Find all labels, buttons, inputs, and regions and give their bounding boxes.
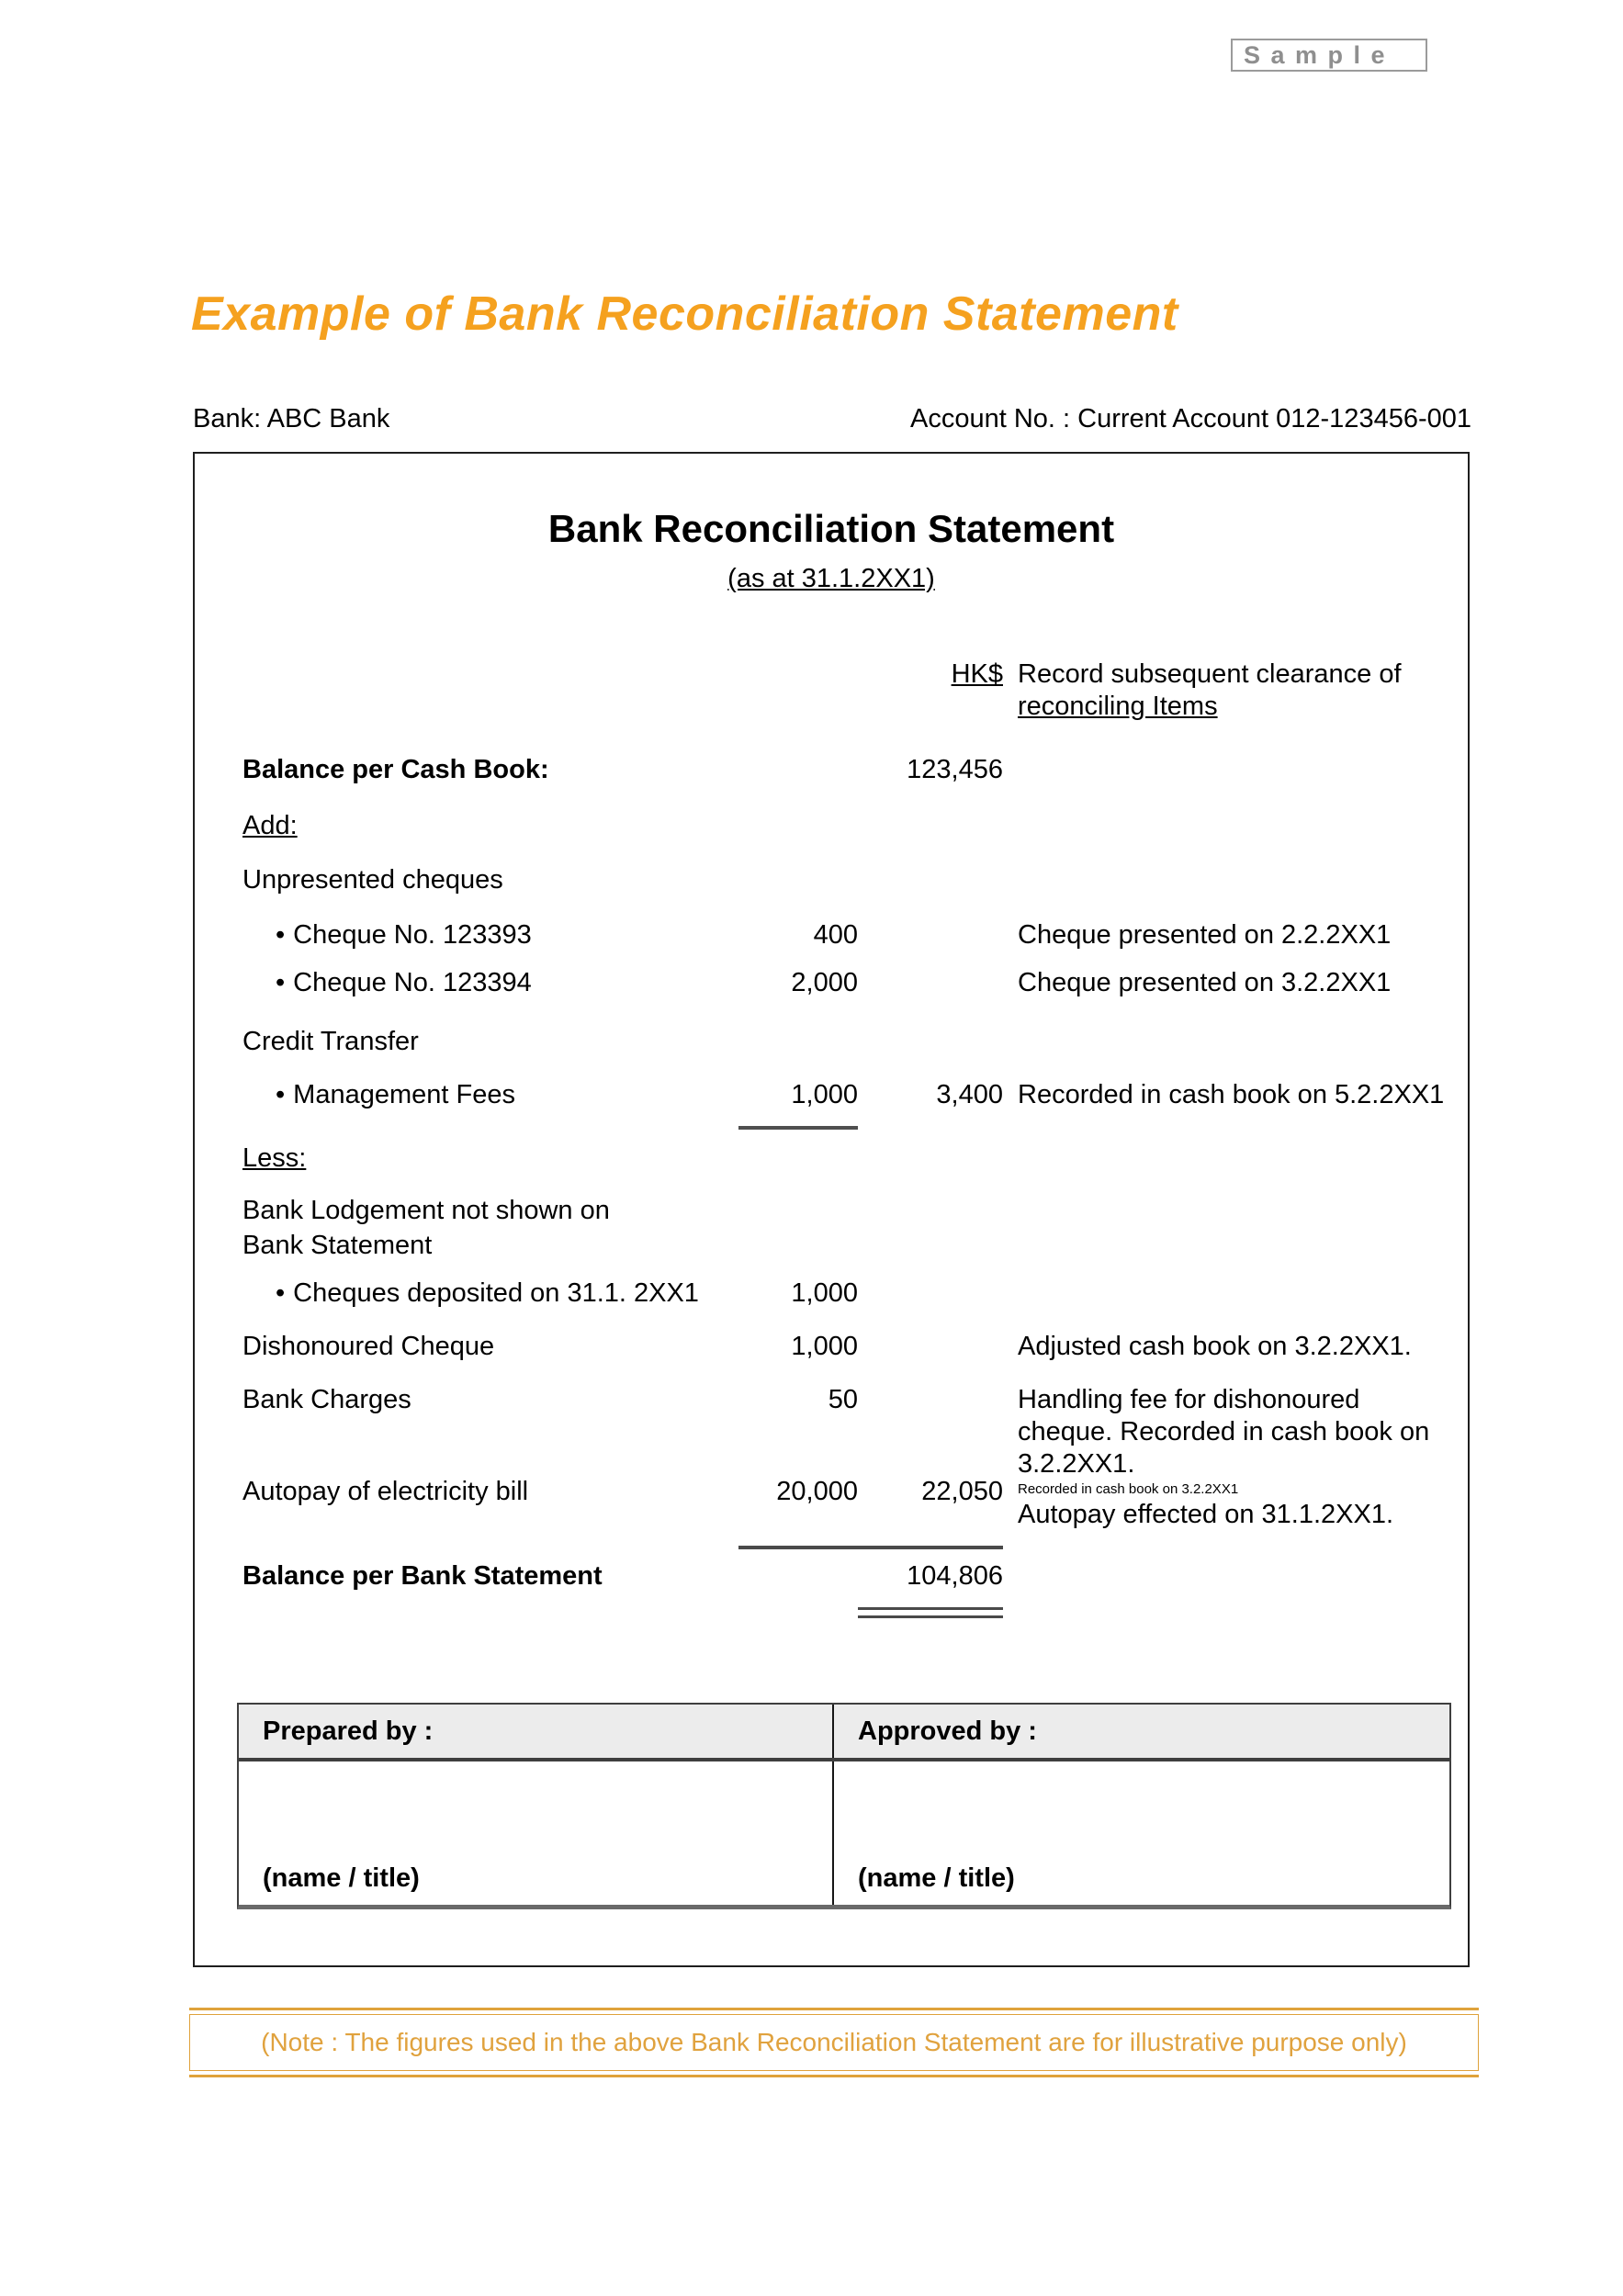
row-label-text: Cheque No. 123393 <box>293 920 532 950</box>
row-credit-transfer <box>242 1026 1457 1058</box>
charges-remark-small-note: Recorded in cash book on 3.2.2XX1 <box>1018 1481 1239 1497</box>
bank-name-label: Bank: ABC Bank <box>193 404 390 433</box>
row-label <box>242 967 738 999</box>
row-label <box>242 1277 738 1310</box>
approved-by-label: Approved by : <box>858 1716 1037 1746</box>
column-header-row <box>242 658 1457 723</box>
bullet-icon: • <box>276 1278 286 1308</box>
footer-note-box <box>189 2008 1479 2077</box>
bullet-icon: • <box>276 920 286 950</box>
prepared-by-label: Prepared by : <box>239 1705 834 1758</box>
remark-header-line1: Record subsequent clearance of <box>1018 659 1402 689</box>
row-amount: 123,456 <box>907 755 1003 784</box>
row-unpresented-cheques <box>242 864 1457 896</box>
approved-by-cell <box>834 1761 1449 1905</box>
sample-watermark-badge: S a m p l e <box>1231 39 1427 72</box>
account-number-label: Account No. : Current Account 012-123456-001 <box>910 404 1471 433</box>
signature-table-body <box>239 1761 1449 1905</box>
sum-rule-line <box>738 1546 1003 1549</box>
double-rule-line <box>858 1607 1003 1618</box>
row-label <box>242 1079 738 1111</box>
footer-note-text: (Note : The figures used in the above Bank Reconciliation Statement are for illustrative purpose only) <box>189 2014 1479 2071</box>
row-remark: Cheque presented on 3.2.2XX1 <box>1018 968 1392 997</box>
row-remark: Recorded in cash book on 5.2.2XX1 <box>1018 1080 1445 1109</box>
row-label: Credit Transfer <box>242 1027 419 1056</box>
prepared-name-title-label: (name / title) <box>263 1863 420 1893</box>
row-remark: Cheque presented on 2.2.2XX1 <box>1018 920 1392 950</box>
approved-name-title-label: (name / title) <box>858 1863 1015 1893</box>
page-title: Example of Bank Reconciliation Statement <box>191 287 1178 341</box>
row-management-fees <box>242 1079 1457 1130</box>
row-cheques-deposited <box>242 1277 1457 1310</box>
row-label-line1: Bank Lodgement not shown on <box>242 1196 610 1225</box>
row-label <box>242 919 738 951</box>
signature-table <box>237 1703 1451 1909</box>
bullet-icon: • <box>276 1080 286 1109</box>
row-cheque-123393 <box>242 919 1457 951</box>
row-label: Dishonoured Cheque <box>242 1332 495 1361</box>
bank-charges-label: Bank Charges <box>242 1385 411 1414</box>
row-amount: 2,000 <box>791 968 858 997</box>
prepared-by-cell <box>239 1761 834 1905</box>
bullet-icon: • <box>276 968 286 997</box>
row-label-line2: Bank Statement <box>242 1231 433 1260</box>
double-rule-row <box>242 1607 1457 1618</box>
remark-header-line2: reconciling Items <box>1018 692 1218 721</box>
row-bank-charges-autopay-block <box>242 1384 1457 1531</box>
section-label: Add: <box>242 811 298 840</box>
row-less-section <box>242 1142 1457 1175</box>
row-label <box>242 1193 738 1263</box>
bank-charges-amount: 50 <box>828 1385 858 1414</box>
charges-remark <box>1003 1384 1457 1531</box>
statement-sheet <box>193 452 1470 1967</box>
row-cheque-123394 <box>242 967 1457 999</box>
row-balance-per-bank-statement <box>242 1560 1457 1593</box>
row-balance-per-cash-book <box>242 754 1457 786</box>
row-label: Unpresented cheques <box>242 865 503 895</box>
row-bank-lodgement <box>242 1193 1457 1263</box>
row-label: Balance per Bank Statement <box>242 1561 603 1591</box>
statement-date: (as at 31.1.2XX1) <box>727 564 935 593</box>
row-amount: 400 <box>813 920 858 950</box>
row-add-section <box>242 810 1457 842</box>
autopay-amount: 20,000 <box>776 1477 858 1506</box>
row-label-text: Cheques deposited on 31.1. 2XX1 <box>293 1278 699 1308</box>
signature-table-header <box>239 1705 1449 1761</box>
autopay-subtotal: 22,050 <box>921 1477 1003 1506</box>
row-subtotal: 3,400 <box>936 1080 1003 1109</box>
total-rule-row <box>242 1546 1457 1549</box>
autopay-label: Autopay of electricity bill <box>242 1477 529 1506</box>
charges-remark-last-line: Autopay effected on 31.1.2XX1. <box>1018 1500 1394 1529</box>
row-amount: 1,000 <box>791 1332 858 1361</box>
row-label-text: Management Fees <box>293 1080 515 1109</box>
row-amount: 1,000 <box>738 1079 858 1130</box>
row-label-text: Cheque No. 123394 <box>293 968 532 997</box>
currency-header: HK$ <box>951 659 1003 689</box>
section-label: Less: <box>242 1143 307 1173</box>
remark-header <box>1003 658 1457 723</box>
statement-title: Bank Reconciliation Statement <box>547 507 1115 550</box>
charges-remark-paragraph: Handling fee for dishonoured cheque. Recorded in cash book on 3.2.2XX1. <box>1018 1385 1430 1479</box>
row-amount: 104,806 <box>907 1561 1003 1591</box>
row-remark: Adjusted cash book on 3.2.2XX1. <box>1018 1332 1412 1361</box>
row-dishonoured-cheque <box>242 1331 1457 1363</box>
account-meta-row <box>193 404 1471 434</box>
row-amount: 1,000 <box>791 1278 858 1308</box>
row-label: Balance per Cash Book: <box>242 755 549 784</box>
